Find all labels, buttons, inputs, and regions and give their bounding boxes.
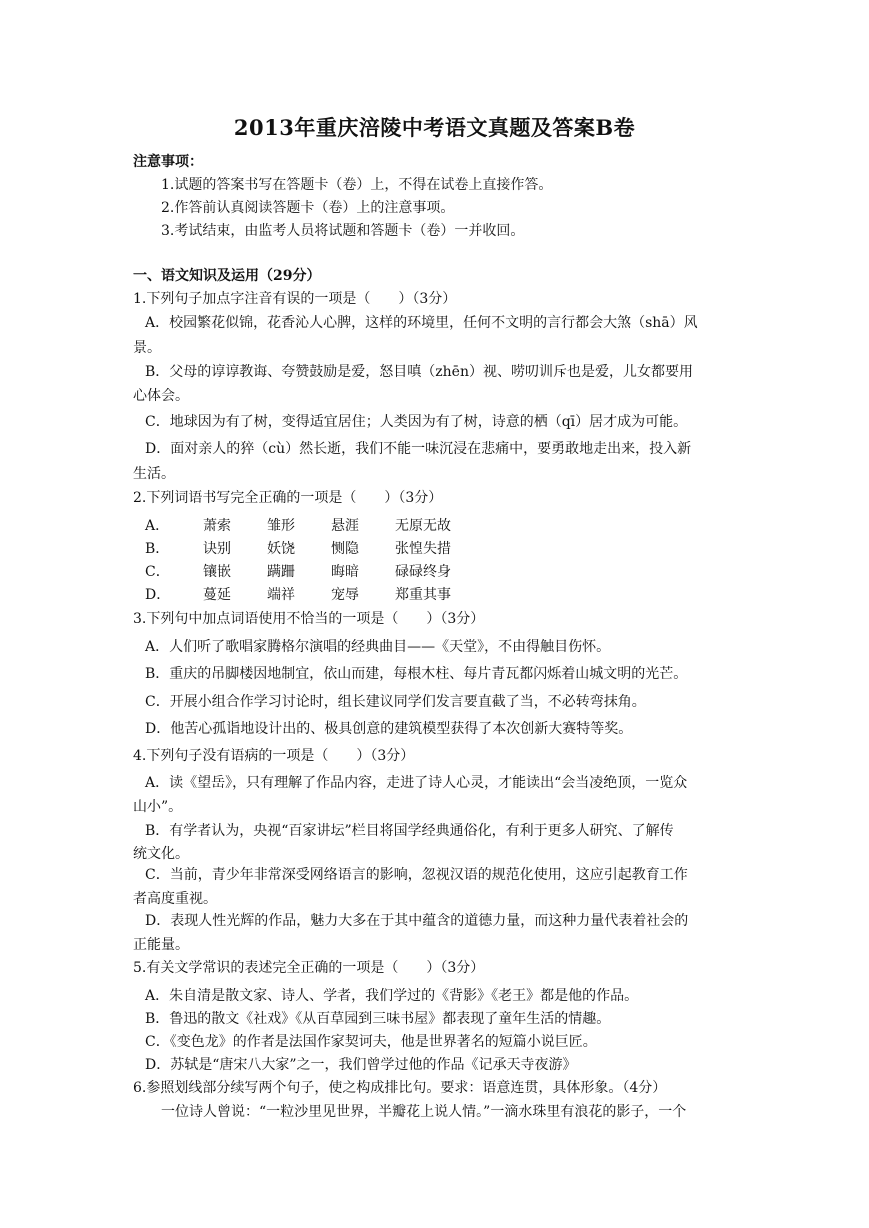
word: 诀别: [203, 541, 231, 557]
word: 萧索: [203, 518, 231, 534]
option-text: A．校园繁花似锦，花香沁人心脾，这样的环境里，任何不文明的言行都会大煞（shā）风: [145, 315, 698, 331]
word: 无原无故: [395, 518, 451, 534]
question-stem: 5.有关文学常识的表述完全正确的一项是（ ）（3分）: [133, 960, 485, 976]
option-text: D．苏轼是“唐宋八大家”之一，我们曾学过他的作品《记承天寺夜游》: [145, 1057, 577, 1073]
page-title: 2013年重庆涪陵中考语文真题及答案B卷: [233, 115, 636, 140]
notice-item: 3.考试结束，由监考人员将试题和答题卡（卷）一并收回。: [161, 223, 525, 239]
question-stem: 2.下列词语书写完全正确的一项是（ ）（3分）: [133, 490, 443, 506]
option-letter: A．: [145, 518, 170, 534]
notice-item: 2.作答前认真阅读答题卡（卷）上的注意事项。: [161, 200, 455, 216]
option-text: C．开展小组合作学习讨论时，组长建议同学们发言要直截了当，不必转弯抹角。: [145, 694, 646, 710]
word: 碌碌终身: [395, 564, 451, 580]
option-text: 统文化。: [133, 846, 189, 862]
option-text: A．人们听了歌唱家腾格尔演唱的经典曲目——《天堂》，不由得触目伤怀。: [145, 639, 611, 655]
option-text: C．地球因为有了树，变得适宜居住；人类因为有了树，诗意的栖（qī）居才成为可能。: [145, 414, 688, 430]
word-option-row: [145, 584, 495, 606]
option-text: B．鲁迅的散文《社戏》《从百草园到三味书屋》都表现了童年生活的情趣。: [145, 1011, 611, 1027]
word: 恻隐: [331, 541, 359, 557]
word: 蹒跚: [267, 564, 295, 580]
option-text: D．表现人性光辉的作品，魅力大多在于其中蕴含的道德力量，而这种力量代表着社会的: [145, 913, 689, 929]
option-text: A．读《望岳》，只有理解了作品内容，走进了诗人心灵，才能读出“会当凌绝顶，一览众: [145, 775, 688, 791]
word: 蔓延: [203, 587, 231, 603]
option-letter: C．: [145, 564, 170, 580]
word: 镶嵌: [203, 564, 231, 580]
option-text: 心体会。: [133, 388, 189, 404]
section-heading: 一、语文知识及运用（29分）: [133, 268, 321, 284]
option-text: D．面对亲人的猝（cù）然长逝，我们不能一味沉浸在悲痛中，要勇敢地走出来，投入新: [145, 441, 692, 457]
question-stem: 1.下列句子加点字注音有误的一项是（ ）（3分）: [133, 291, 457, 307]
word: 妖饶: [267, 541, 295, 557]
passage-text: 一位诗人曾说：“一粒沙里见世界，半瓣花上说人情。”一滴水珠里有浪花的影子，一个: [161, 1104, 687, 1120]
option-text: D．他苦心孤诣地设计出的、极具创意的建筑模型获得了本次创新大赛特等奖。: [145, 721, 633, 737]
option-text: 生活。: [133, 466, 175, 482]
option-text: A．朱自清是散文家、诗人、学者，我们学过的《背影》《老王》都是他的作品。: [145, 988, 639, 1004]
word: 端祥: [267, 587, 295, 603]
question-stem: 6.参照划线部分续写两个句子，使之构成排比句。要求：语意连贯，具体形象。（4分）: [133, 1080, 667, 1096]
word-option-row: [145, 515, 495, 537]
option-text: 者高度重视。: [133, 891, 217, 907]
option-text: 景。: [133, 340, 161, 356]
option-text: C．当前，青少年非常深受网络语言的影响，忽视汉语的规范化使用，这应引起教育工作: [145, 867, 688, 883]
notice-item: 1.试题的答案书写在答题卡（卷）上，不得在试卷上直接作答。: [161, 177, 553, 193]
option-text: B．父母的谆谆教诲、夸赞鼓励是爱，怒目嗔（zhēn）视、唠叨训斥也是爱，儿女都要用: [145, 364, 693, 380]
option-letter: B．: [145, 541, 170, 557]
word: 宠辱: [331, 587, 359, 603]
option-text: B．有学者认为，央视“百家讲坛”栏目将国学经典通俗化，有利于更多人研究、了解传: [145, 823, 674, 839]
option-letter: D．: [145, 587, 171, 603]
question-stem: 3.下列句中加点词语使用不恰当的一项是（ ）（3分）: [133, 611, 485, 627]
word-option-row: [145, 561, 495, 583]
option-text: B．重庆的吊脚楼因地制宜，依山而建，每根木柱、每片青瓦都闪烁着山城文明的光芒。: [145, 666, 688, 682]
word: 雏形: [267, 518, 295, 534]
question-stem: 4.下列句子没有语病的一项是（ ）（3分）: [133, 748, 415, 764]
word: 悬涯: [331, 518, 359, 534]
word: 晦暗: [331, 564, 359, 580]
word: 张惶失措: [395, 541, 451, 557]
word-option-row: [145, 538, 495, 560]
option-text: C．《变色龙》的作者是法国作家契诃夫，他是世界著名的短篇小说巨匠。: [145, 1034, 597, 1050]
option-text: 山小”。: [133, 799, 183, 815]
option-text: 正能量。: [133, 937, 189, 953]
notice-heading: 注意事项：: [133, 154, 203, 170]
word: 郑重其事: [395, 587, 451, 603]
